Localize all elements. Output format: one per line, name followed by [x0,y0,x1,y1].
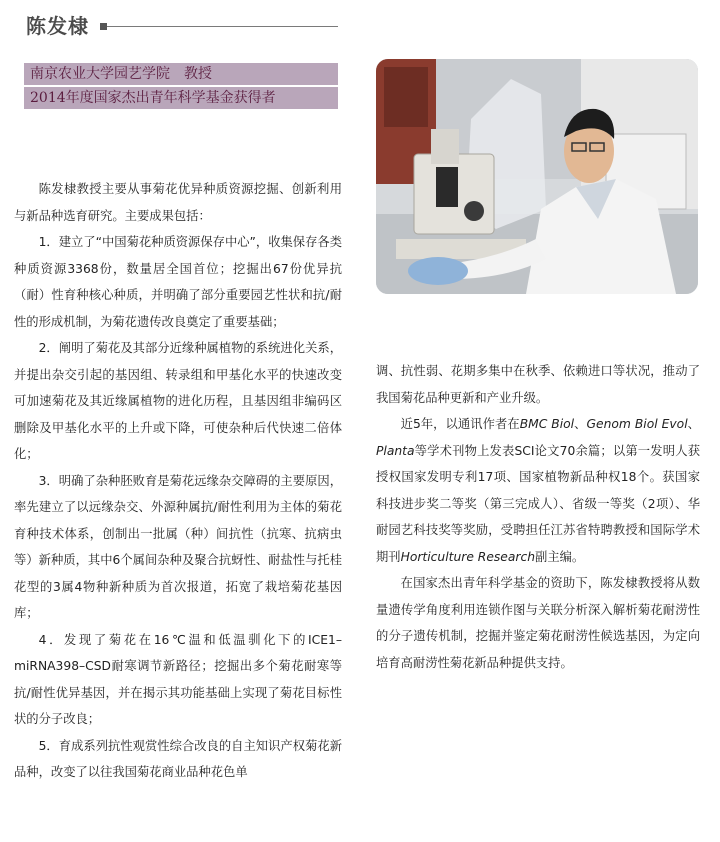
pubs-text-2: 等学术刊物上发表SCI论文70余篇；以第一发明人获授权国家发明专利17项、国家植物新品种权18个。获国家科技进步奖二等奖（第三完成人）、省级一等奖（2项）、华耐园艺科技奖等奖励，受聘担任江苏省特聘教授和国际学术期刊 [376,443,700,564]
portrait-photo [376,59,698,294]
intro-paragraph: 陈发棣教授主要从事菊花优异种质资源挖掘、创新利用与新品种选育研究。主要成果包括： [14,182,342,223]
achievement-item-3: 3．明确了杂种胚败育是菊花远缘杂交障碍的主要原因，率先建立了以远缘杂交、外源种属抗/耐性利用为主体的菊花育种技术体系，创制出一批属（种）间抗性（抗寒、抗病虫等）新种质，其中6个属间杂种及聚合抗蚜性、耐盐性与托桂花型的3属4物种新种质为首次报道，拓宽了栽培菊花基因库； [14,473,342,620]
future-research-paragraph: 在国家杰出青年科学基金的资助下，陈发棣教授将从数量遗传学角度利用连锁作图与关联分析深入解析菊花耐涝性的分子遗传机制，挖掘并鉴定菊花耐涝性候选基因，为定向培育高耐涝性菊花新品种提供支持。 [376,576,700,670]
achievement-item-1: 1．建立了“中国菊花种质资源保存中心”，收集保存各类种质资源3368份，数量居全国首位；挖掘出67份优异抗（耐）性育种核心种质，并明确了部分重要园艺性状和抗/耐性的形成机制，为菊花遗传改良奠定了重要基础； [14,235,342,329]
affiliation-banner: 南京农业大学园艺学院 教授 [24,63,338,85]
journal-genom-biol-evol: Genom Biol Evol [586,417,688,431]
page-title: 陈发棣 [26,14,89,38]
pubs-text-1: 近5年，以通讯作者在 [400,417,520,431]
achievement-item-4: 4．发现了菊花在16℃温和低温驯化下的ICE1–miRNA398–CSD耐寒调节新路径；挖掘出多个菊花耐寒等抗/耐性优异基因，并在揭示其功能基础上实现了菊花目标性状的分子改良； [14,632,342,726]
award-banner: 2014年度国家杰出青年科学基金获得者 [24,87,338,109]
title-divider [100,26,338,27]
right-column [376,358,700,676]
pubs-sep-1: 、 [574,417,587,431]
journal-bmc-biol: BMC Biol [519,417,575,431]
journal-planta: Planta [376,443,415,458]
continuation-paragraph: 调、抗性弱、花期多集中在秋季、依赖进口等状况，推动了我国菊花品种更新和产业升级。 [376,364,700,405]
left-column [14,176,342,786]
pubs-sep-2: 、 [687,417,700,431]
journal-horticulture-research: Horticulture Research [400,549,536,564]
achievement-item-5: 5．育成系列抗性观赏性综合改良的自主知识产权菊花新品种，改变了以往我国菊花商业品种花色单 [14,738,342,779]
publications-paragraph [376,411,700,570]
pubs-text-3: 副主编。 [535,549,585,564]
achievement-item-2: 2．阐明了菊花及其部分近缘种属植物的系统进化关系，并提出杂交引起的基因组、转录组和甲基化水平的快速改变可加速菊花及其近缘属植物的进化历程，且基因组非编码区删除及甲基化水平的上升或下降，可使杂种后代快速二倍体化； [14,341,342,461]
